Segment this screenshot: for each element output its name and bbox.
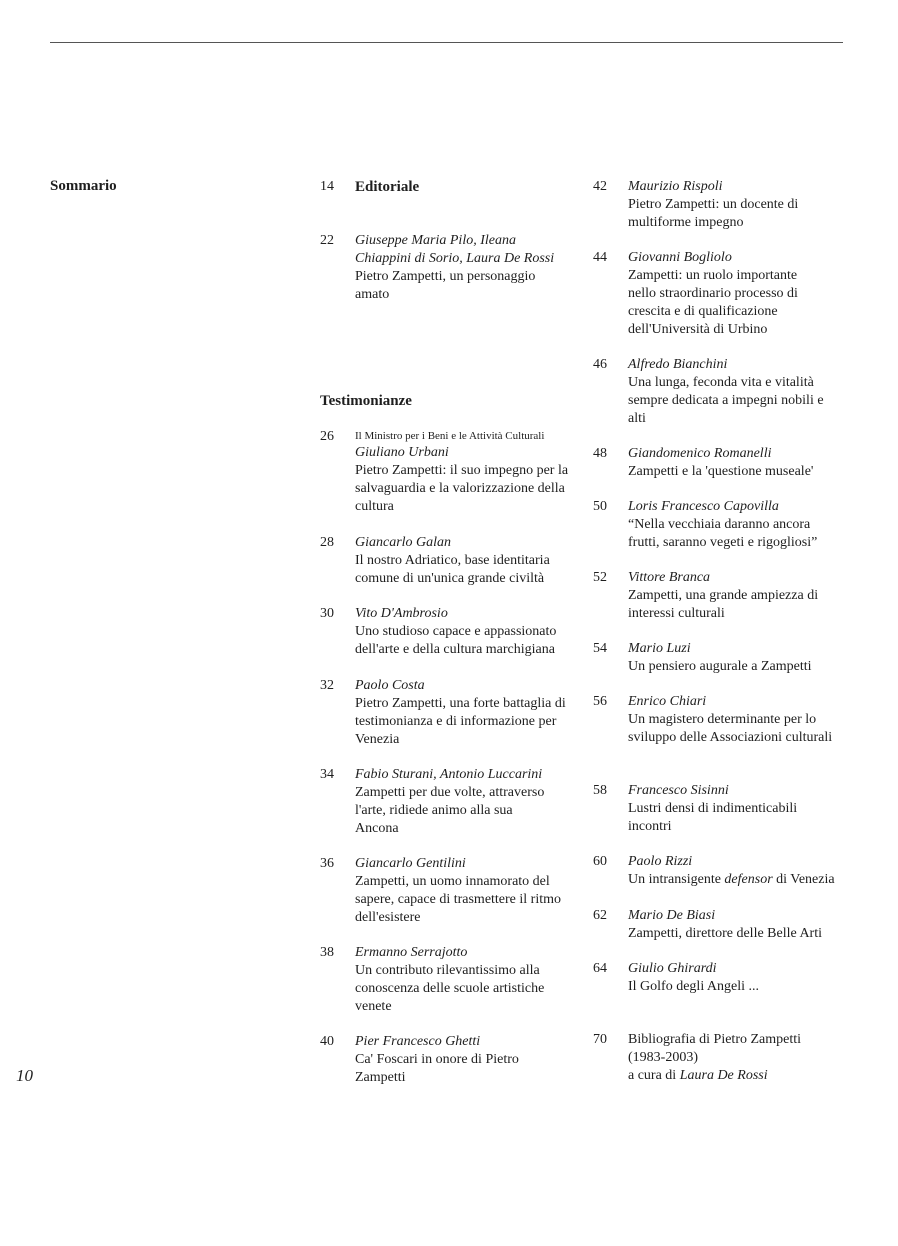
toc-entry[interactable] — [320, 232, 565, 304]
section-title-sommario: Sommario — [50, 178, 117, 194]
entry-title: Zampetti, una grande ampiezza di interessi culturali — [628, 588, 819, 621]
page-ref: 52 — [593, 570, 607, 585]
toc-entry[interactable] — [593, 498, 843, 552]
page-ref: 40 — [320, 1034, 334, 1049]
toc-entry[interactable] — [593, 249, 828, 339]
entry-title: Zampetti, un uomo innamorato del sapere, capace di trasmettere il ritmo dell'esistere — [355, 874, 562, 925]
entry-title: Pietro Zampetti: il suo impegno per la salvaguardia e la valorizzazione della cultura — [355, 463, 569, 514]
entry-title: Pietro Zampetti, una forte battaglia di testimonianza e di informazione per Venezia — [355, 696, 566, 747]
page-ref: 26 — [320, 429, 334, 444]
entry-title: Zampetti: un ruolo importante nello straordinario processo di crescita e di qualificazione dell'Università di Urbino — [628, 268, 798, 337]
entry-author: Enrico Chiari — [628, 694, 707, 709]
page-ref: 50 — [593, 499, 607, 514]
page-ref: 44 — [593, 250, 607, 265]
page-ref: 28 — [320, 535, 334, 550]
page-ref: 56 — [593, 694, 607, 709]
entry-author: Giandomenico Romanelli — [628, 446, 772, 461]
page-number: 10 — [16, 1066, 33, 1085]
entry-title: Una lunga, feconda vita e vitalità sempre dedicata a impegni nobili e alti — [628, 375, 824, 426]
toc-entry[interactable] — [320, 534, 570, 588]
entry-title: Editoriale — [355, 179, 420, 195]
page-ref: 42 — [593, 179, 607, 194]
toc-entry[interactable] — [593, 178, 828, 232]
entry-editor: a cura di Laura De Rossi — [628, 1068, 768, 1083]
entry-title: “Nella vecchiaia daranno ancora frutti, saranno vegeti e rigogliosi” — [628, 517, 818, 550]
toc-entry[interactable] — [593, 907, 843, 943]
toc-entry[interactable] — [593, 569, 838, 623]
page-ref: 32 — [320, 678, 334, 693]
page-ref: 38 — [320, 945, 334, 960]
page-ref: 64 — [593, 961, 607, 976]
entry-title: Uno studioso capace e appassionato dell'arte e della cultura marchigiana — [355, 624, 557, 657]
entry-author: Giancarlo Gentilini — [355, 856, 466, 871]
toc-entry[interactable] — [320, 855, 575, 927]
entry-author: Mario De Biasi — [628, 908, 716, 923]
entry-author: Mario Luzi — [628, 641, 691, 656]
page-ref: 54 — [593, 641, 607, 656]
entry-title: Lustri densi di indimenticabili incontri — [628, 801, 798, 834]
page-ref: 34 — [320, 767, 334, 782]
page-ref: 48 — [593, 446, 607, 461]
toc-entry[interactable] — [320, 944, 555, 1016]
entry-author: Paolo Costa — [355, 678, 425, 693]
toc-entry[interactable] — [593, 693, 833, 747]
entry-author: Ermanno Serrajotto — [355, 945, 468, 960]
entry-author: Loris Francesco Capovilla — [628, 499, 779, 514]
page-ref: 46 — [593, 357, 607, 372]
entry-title: Un intransigente defensor di Venezia — [628, 872, 835, 887]
page-ref: 14 — [320, 179, 334, 194]
entry-author: Paolo Rizzi — [628, 854, 693, 869]
toc-entry[interactable] — [593, 782, 828, 836]
entry-role: Il Ministro per i Beni e le Attività Culturali — [355, 430, 545, 442]
page-ref: 58 — [593, 783, 607, 798]
entry-author: Vito D'Ambrosio — [355, 606, 448, 621]
entry-author: Giuliano Urbani — [355, 445, 449, 460]
entry-title: Il Golfo degli Angeli ... — [628, 979, 760, 994]
entry-title: Zampetti e la 'questione museale' — [628, 464, 814, 479]
top-rule — [50, 42, 843, 43]
toc-entry[interactable] — [320, 766, 555, 838]
toc-entry[interactable] — [593, 445, 838, 481]
toc-entry[interactable] — [593, 640, 838, 676]
entry-title: Un pensiero augurale a Zampetti — [628, 659, 812, 674]
entry-author: Giovanni Bogliolo — [628, 250, 732, 265]
entry-author: Maurizio Rispoli — [628, 179, 723, 194]
entry-author: Fabio Sturani, Antonio Luccarini — [355, 767, 543, 782]
page-ref: 36 — [320, 856, 334, 871]
toc-entry[interactable] — [320, 677, 570, 749]
toc-entry[interactable] — [593, 1031, 818, 1085]
entry-title: Bibliografia di Pietro Zampetti (1983-2003) — [628, 1032, 802, 1065]
entry-author: Vittore Branca — [628, 570, 711, 585]
entry-title: Pietro Zampetti: un docente di multiforme impegno — [628, 197, 799, 230]
entry-title: Il nostro Adriatico, base identitaria comune di un'unica grande civiltà — [355, 553, 550, 586]
entry-title: Un contributo rilevantissimo alla conoscenza delle scuole artistiche venete — [355, 963, 545, 1014]
entry-author: Francesco Sisinni — [628, 783, 729, 798]
page-ref: 60 — [593, 854, 607, 869]
entry-author: Alfredo Bianchini — [628, 357, 728, 372]
page-ref: 70 — [593, 1032, 607, 1047]
entry-author: Giuseppe Maria Pilo, Ileana Chiappini di Sorio, Laura De Rossi — [355, 233, 555, 266]
page-ref: 30 — [320, 606, 334, 621]
entry-title: Zampetti, direttore delle Belle Arti — [628, 926, 822, 941]
toc-entry[interactable] — [593, 960, 838, 996]
toc-entry[interactable] — [593, 853, 848, 889]
toc-entry[interactable] — [320, 428, 570, 516]
page-ref: 62 — [593, 908, 607, 923]
entry-title: Un magistero determinante per lo sviluppo delle Associazioni culturali — [628, 712, 833, 745]
entry-author: Giulio Ghirardi — [628, 961, 717, 976]
entry-title: Zampetti per due volte, attraverso l'arte, ridiede animo alla sua Ancona — [355, 785, 545, 836]
toc-entry[interactable] — [320, 1033, 555, 1087]
entry-title: Pietro Zampetti, un personaggio amato — [355, 269, 536, 302]
entry-author: Pier Francesco Ghetti — [355, 1034, 481, 1049]
section-heading-testimonianze: Testimonianze — [320, 393, 412, 409]
toc-entry-editoriale[interactable] — [320, 178, 585, 196]
entry-author: Giancarlo Galan — [355, 535, 452, 550]
toc-entry[interactable] — [320, 605, 570, 659]
page-ref: 22 — [320, 233, 334, 248]
toc-entry[interactable] — [593, 356, 838, 428]
entry-title: Ca' Foscari in onore di Pietro Zampetti — [355, 1052, 519, 1085]
